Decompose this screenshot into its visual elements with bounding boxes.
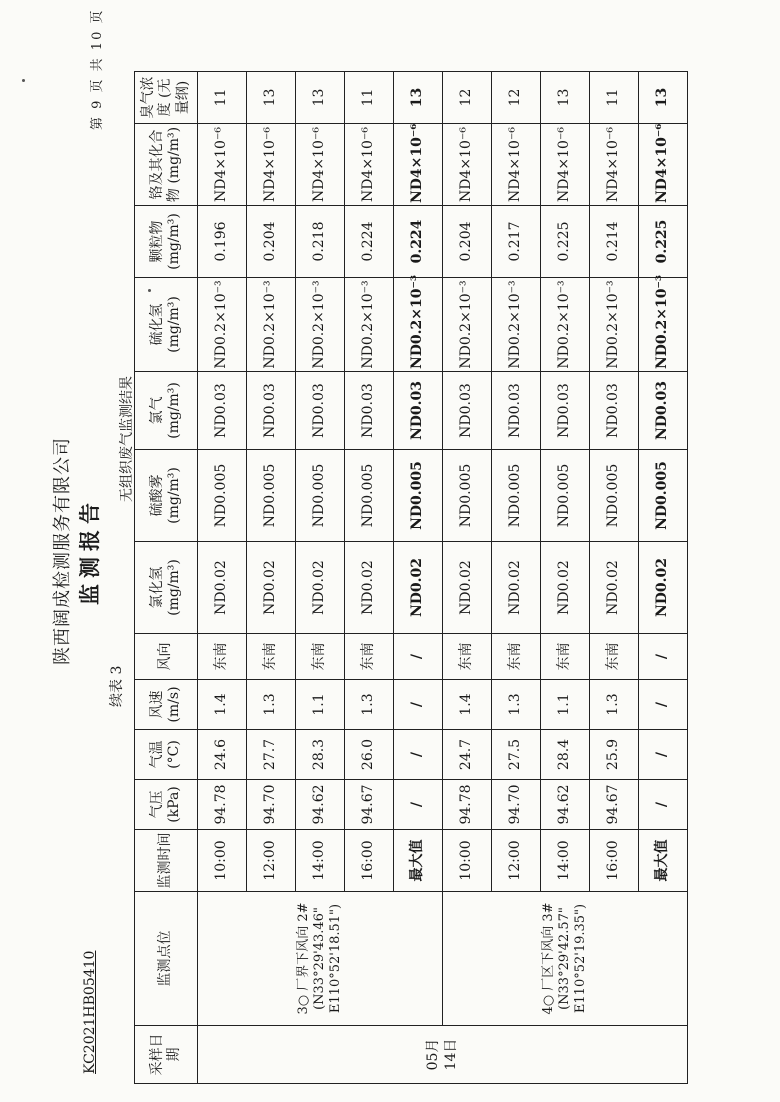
table-cell: /: [639, 780, 688, 830]
table-cell: 94.78: [443, 780, 492, 830]
table-cell: 东南: [443, 634, 492, 680]
table-cell: 0.196: [198, 206, 247, 278]
table-cell: 94.67: [590, 780, 639, 830]
table-cell: ND0.2×10⁻³: [296, 278, 345, 372]
column-header: 风向: [135, 634, 198, 680]
table-cell: 东南: [198, 634, 247, 680]
table-cell: ND0.02: [198, 542, 247, 634]
table-cell: 10:00: [443, 830, 492, 892]
table-cell: ND0.03: [198, 372, 247, 450]
table-cell: ND0.02: [345, 542, 394, 634]
table-cell: /: [639, 634, 688, 680]
table-cell: 94.70: [492, 780, 541, 830]
table-cell: ND0.2×10⁻³: [541, 278, 590, 372]
table-cell: ND0.005: [443, 450, 492, 542]
table-cell: ND4×10⁻⁶: [639, 124, 688, 206]
table-cell: 94.70: [247, 780, 296, 830]
table-cell: ND0.2×10⁻³: [198, 278, 247, 372]
table-cell: ND0.005: [198, 450, 247, 542]
table-cell: 0.225: [639, 206, 688, 278]
table-cell: 13: [394, 72, 443, 124]
table-cell: 10:00: [198, 830, 247, 892]
column-header: 颗粒物 (mg/m³): [135, 206, 198, 278]
table-cell: 13: [247, 72, 296, 124]
table-cell: ND0.005: [492, 450, 541, 542]
table-cell: ND0.02: [247, 542, 296, 634]
table-cell: ND0.005: [541, 450, 590, 542]
company-name: 陕西阔成检测服务有限公司: [52, 437, 73, 665]
table-cell: /: [394, 730, 443, 780]
column-header: 监测时间: [135, 830, 198, 892]
scan-speck: [22, 79, 25, 82]
table-cell: ND0.005: [296, 450, 345, 542]
table-row: [198, 72, 247, 1084]
table-cell: 28.3: [296, 730, 345, 780]
table-cell: 东南: [345, 634, 394, 680]
table-cell: 94.62: [541, 780, 590, 830]
table-cell: 0.204: [443, 206, 492, 278]
table-cell: ND4×10⁻⁶: [394, 124, 443, 206]
table-cell: ND4×10⁻⁶: [247, 124, 296, 206]
table-cell: ND0.005: [247, 450, 296, 542]
table-cell: 26.0: [345, 730, 394, 780]
table-cell: ND0.02: [639, 542, 688, 634]
table-cell: ND0.03: [394, 372, 443, 450]
table-cell: 1.4: [198, 680, 247, 730]
table-cell: 东南: [296, 634, 345, 680]
table-cell: ND0.2×10⁻³: [639, 278, 688, 372]
table-row: [443, 72, 492, 1084]
table-cell: ND0.02: [590, 542, 639, 634]
table-cell: ND0.03: [541, 372, 590, 450]
table-cell: /: [639, 730, 688, 780]
table-cell: 14:00: [541, 830, 590, 892]
column-header: 氯气 (mg/m³): [135, 372, 198, 450]
column-header: 铬及其化合物 (mg/m³): [135, 124, 198, 206]
table-cell: 24.7: [443, 730, 492, 780]
table-cell: ND0.005: [639, 450, 688, 542]
table-cell: ND0.03: [443, 372, 492, 450]
table-cell: 94.78: [198, 780, 247, 830]
column-header: 采样日期: [135, 1026, 198, 1084]
table-cell: 1.3: [345, 680, 394, 730]
table-cell: 东南: [492, 634, 541, 680]
column-header: 硫化氢 (mg/m³): [135, 278, 198, 372]
table-cell: ND0.005: [394, 450, 443, 542]
table-cell: 0.225: [541, 206, 590, 278]
table-cell: 12:00: [247, 830, 296, 892]
column-header: 风速 (m/s): [135, 680, 198, 730]
monitoring-table: [134, 71, 688, 1084]
table-cell: ND0.03: [590, 372, 639, 450]
table-cell: 东南: [590, 634, 639, 680]
column-header: 硫酸雾 (mg/m³): [135, 450, 198, 542]
table-cell: 94.62: [296, 780, 345, 830]
table-cell: 1.3: [590, 680, 639, 730]
scan-speck: [148, 289, 151, 292]
document-number: KC2021HB05410: [82, 950, 98, 1074]
table-cell: 13: [296, 72, 345, 124]
table-cell: ND4×10⁻⁶: [590, 124, 639, 206]
table-cell: ND0.02: [541, 542, 590, 634]
table-cell: 14:00: [296, 830, 345, 892]
table-cell: 1.3: [247, 680, 296, 730]
column-header: 监测点位: [135, 892, 198, 1026]
table-cell: ND0.005: [590, 450, 639, 542]
table-cell: 11: [345, 72, 394, 124]
table-cell: ND0.005: [345, 450, 394, 542]
table-cell: 28.4: [541, 730, 590, 780]
table-cell: /: [394, 634, 443, 680]
table-cell: 最大值: [394, 830, 443, 892]
table-cell: 1.4: [443, 680, 492, 730]
table-cell: ND4×10⁻⁶: [296, 124, 345, 206]
column-header: 臭气浓度 (无量纲): [135, 72, 198, 124]
table-cell: 12: [443, 72, 492, 124]
result-caption: 无组织废气监测结果: [119, 376, 135, 502]
table-cell: 0.224: [394, 206, 443, 278]
page-indicator: 第 9 页 共 10 页: [90, 8, 105, 130]
table-cell: /: [394, 680, 443, 730]
table-cell: 27.5: [492, 730, 541, 780]
table-cell: 16:00: [590, 830, 639, 892]
table-cell: 16:00: [345, 830, 394, 892]
table-cell: ND0.2×10⁻³: [247, 278, 296, 372]
table-cell: ND4×10⁻⁶: [492, 124, 541, 206]
table-cell: ND0.2×10⁻³: [443, 278, 492, 372]
column-header: 气压 (kPa): [135, 780, 198, 830]
table-cell: 94.67: [345, 780, 394, 830]
table-cell: 0.214: [590, 206, 639, 278]
table-cell: ND0.03: [296, 372, 345, 450]
table-cell: ND4×10⁻⁶: [345, 124, 394, 206]
table-cell: 11: [590, 72, 639, 124]
table-cell: ND4×10⁻⁶: [541, 124, 590, 206]
table-cell: ND0.2×10⁻³: [492, 278, 541, 372]
table-cell: ND0.02: [492, 542, 541, 634]
table-cell: ND0.2×10⁻³: [590, 278, 639, 372]
sample-date: 05月 14日: [198, 1026, 688, 1084]
table-cell: ND0.03: [345, 372, 394, 450]
table-cell: ND0.02: [443, 542, 492, 634]
table-cell: 1.1: [541, 680, 590, 730]
table-cell: 24.6: [198, 730, 247, 780]
table-cell: 0.217: [492, 206, 541, 278]
header-row: [135, 72, 198, 1084]
table-cell: 1.3: [492, 680, 541, 730]
table-caption: 续表 3: [109, 665, 125, 707]
table-cell: 27.7: [247, 730, 296, 780]
table-cell: ND0.03: [247, 372, 296, 450]
table-cell: ND0.2×10⁻³: [345, 278, 394, 372]
table-cell: ND0.02: [296, 542, 345, 634]
table-cell: /: [639, 680, 688, 730]
table-cell: 0.224: [345, 206, 394, 278]
table-cell: ND0.03: [639, 372, 688, 450]
table-cell: 13: [639, 72, 688, 124]
table-cell: 东南: [247, 634, 296, 680]
table-cell: 11: [198, 72, 247, 124]
column-header: 氯化氢 (mg/m³): [135, 542, 198, 634]
table-cell: ND4×10⁻⁶: [198, 124, 247, 206]
column-header: 气温 (°C): [135, 730, 198, 780]
site-label: 4○ 厂区下风向 3# (N33°29'42.57" E110°52'19.35"): [443, 892, 688, 1026]
table-cell: 12: [492, 72, 541, 124]
table-cell: ND0.02: [394, 542, 443, 634]
table-cell: ND4×10⁻⁶: [443, 124, 492, 206]
table-cell: 0.218: [296, 206, 345, 278]
table-cell: 东南: [541, 634, 590, 680]
table-cell: /: [394, 780, 443, 830]
table-cell: 最大值: [639, 830, 688, 892]
table-cell: 1.1: [296, 680, 345, 730]
table-cell: 12:00: [492, 830, 541, 892]
site-label: 3○ 厂界下风向 2# (N33°29'43.46" E110°52'18.51"): [198, 892, 443, 1026]
table-cell: 25.9: [590, 730, 639, 780]
table-cell: 0.204: [247, 206, 296, 278]
table-cell: ND0.2×10⁻³: [394, 278, 443, 372]
table-cell: 13: [541, 72, 590, 124]
report-title: 监测报告: [77, 497, 102, 605]
table-cell: ND0.03: [492, 372, 541, 450]
